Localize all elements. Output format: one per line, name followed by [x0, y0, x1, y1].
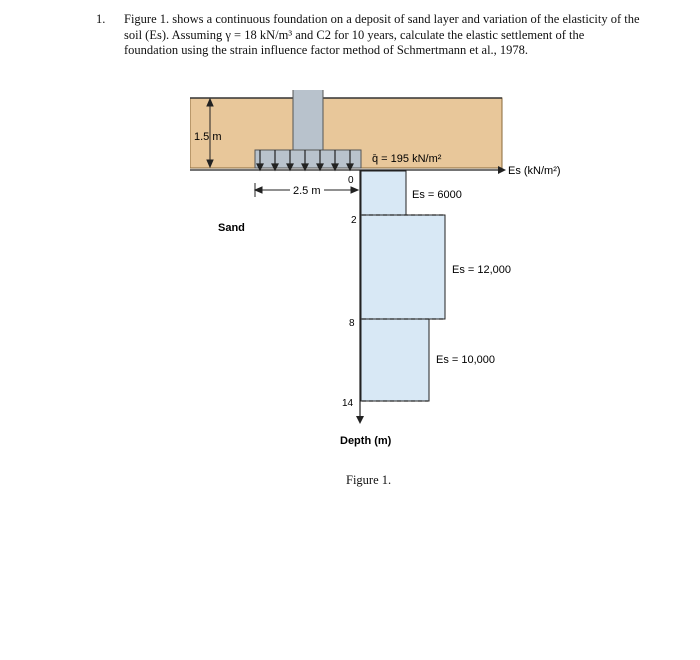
- es-axis-label: Es (kN/m²): [508, 165, 561, 177]
- tick-0: 0: [348, 175, 354, 186]
- depth-label: 1.5 m: [194, 131, 222, 143]
- tick-8: 8: [349, 318, 355, 329]
- layer-label-2: Es = 12,000: [452, 264, 512, 276]
- tick-14: 14: [342, 398, 354, 409]
- question-text: Figure 1. shows a continuous foundation on a deposit of sand layer and variation of the elasticity of the soil (Es). Assuming γ = 18 kN/m³ and C2 for 10 years, calculate the elastic settlement of the foundation using the strain influence factor method of Schmertmann et al., 1978.: [124, 12, 640, 57]
- foundation-figure: [190, 90, 570, 455]
- tick-2: 2: [351, 215, 357, 226]
- depth-axis-label: Depth (m): [340, 435, 392, 447]
- layer-es-10000: [361, 319, 429, 401]
- figure-caption: Figure 1.: [346, 473, 392, 487]
- layer-es-6000: [361, 171, 406, 215]
- soil-label: Sand: [218, 222, 245, 234]
- layer-es-12000: [361, 215, 445, 319]
- question: [96, 12, 640, 59]
- depth-axis-arrow: [356, 416, 364, 424]
- load-label: q̄ = 195 kN/m²: [372, 153, 442, 165]
- layer-label-1: Es = 6000: [412, 189, 462, 201]
- layer-label-3: Es = 10,000: [436, 354, 496, 366]
- question-number: 1.: [96, 12, 106, 26]
- foundation-diagram: [190, 90, 570, 450]
- width-label: 2.5 m: [293, 185, 321, 197]
